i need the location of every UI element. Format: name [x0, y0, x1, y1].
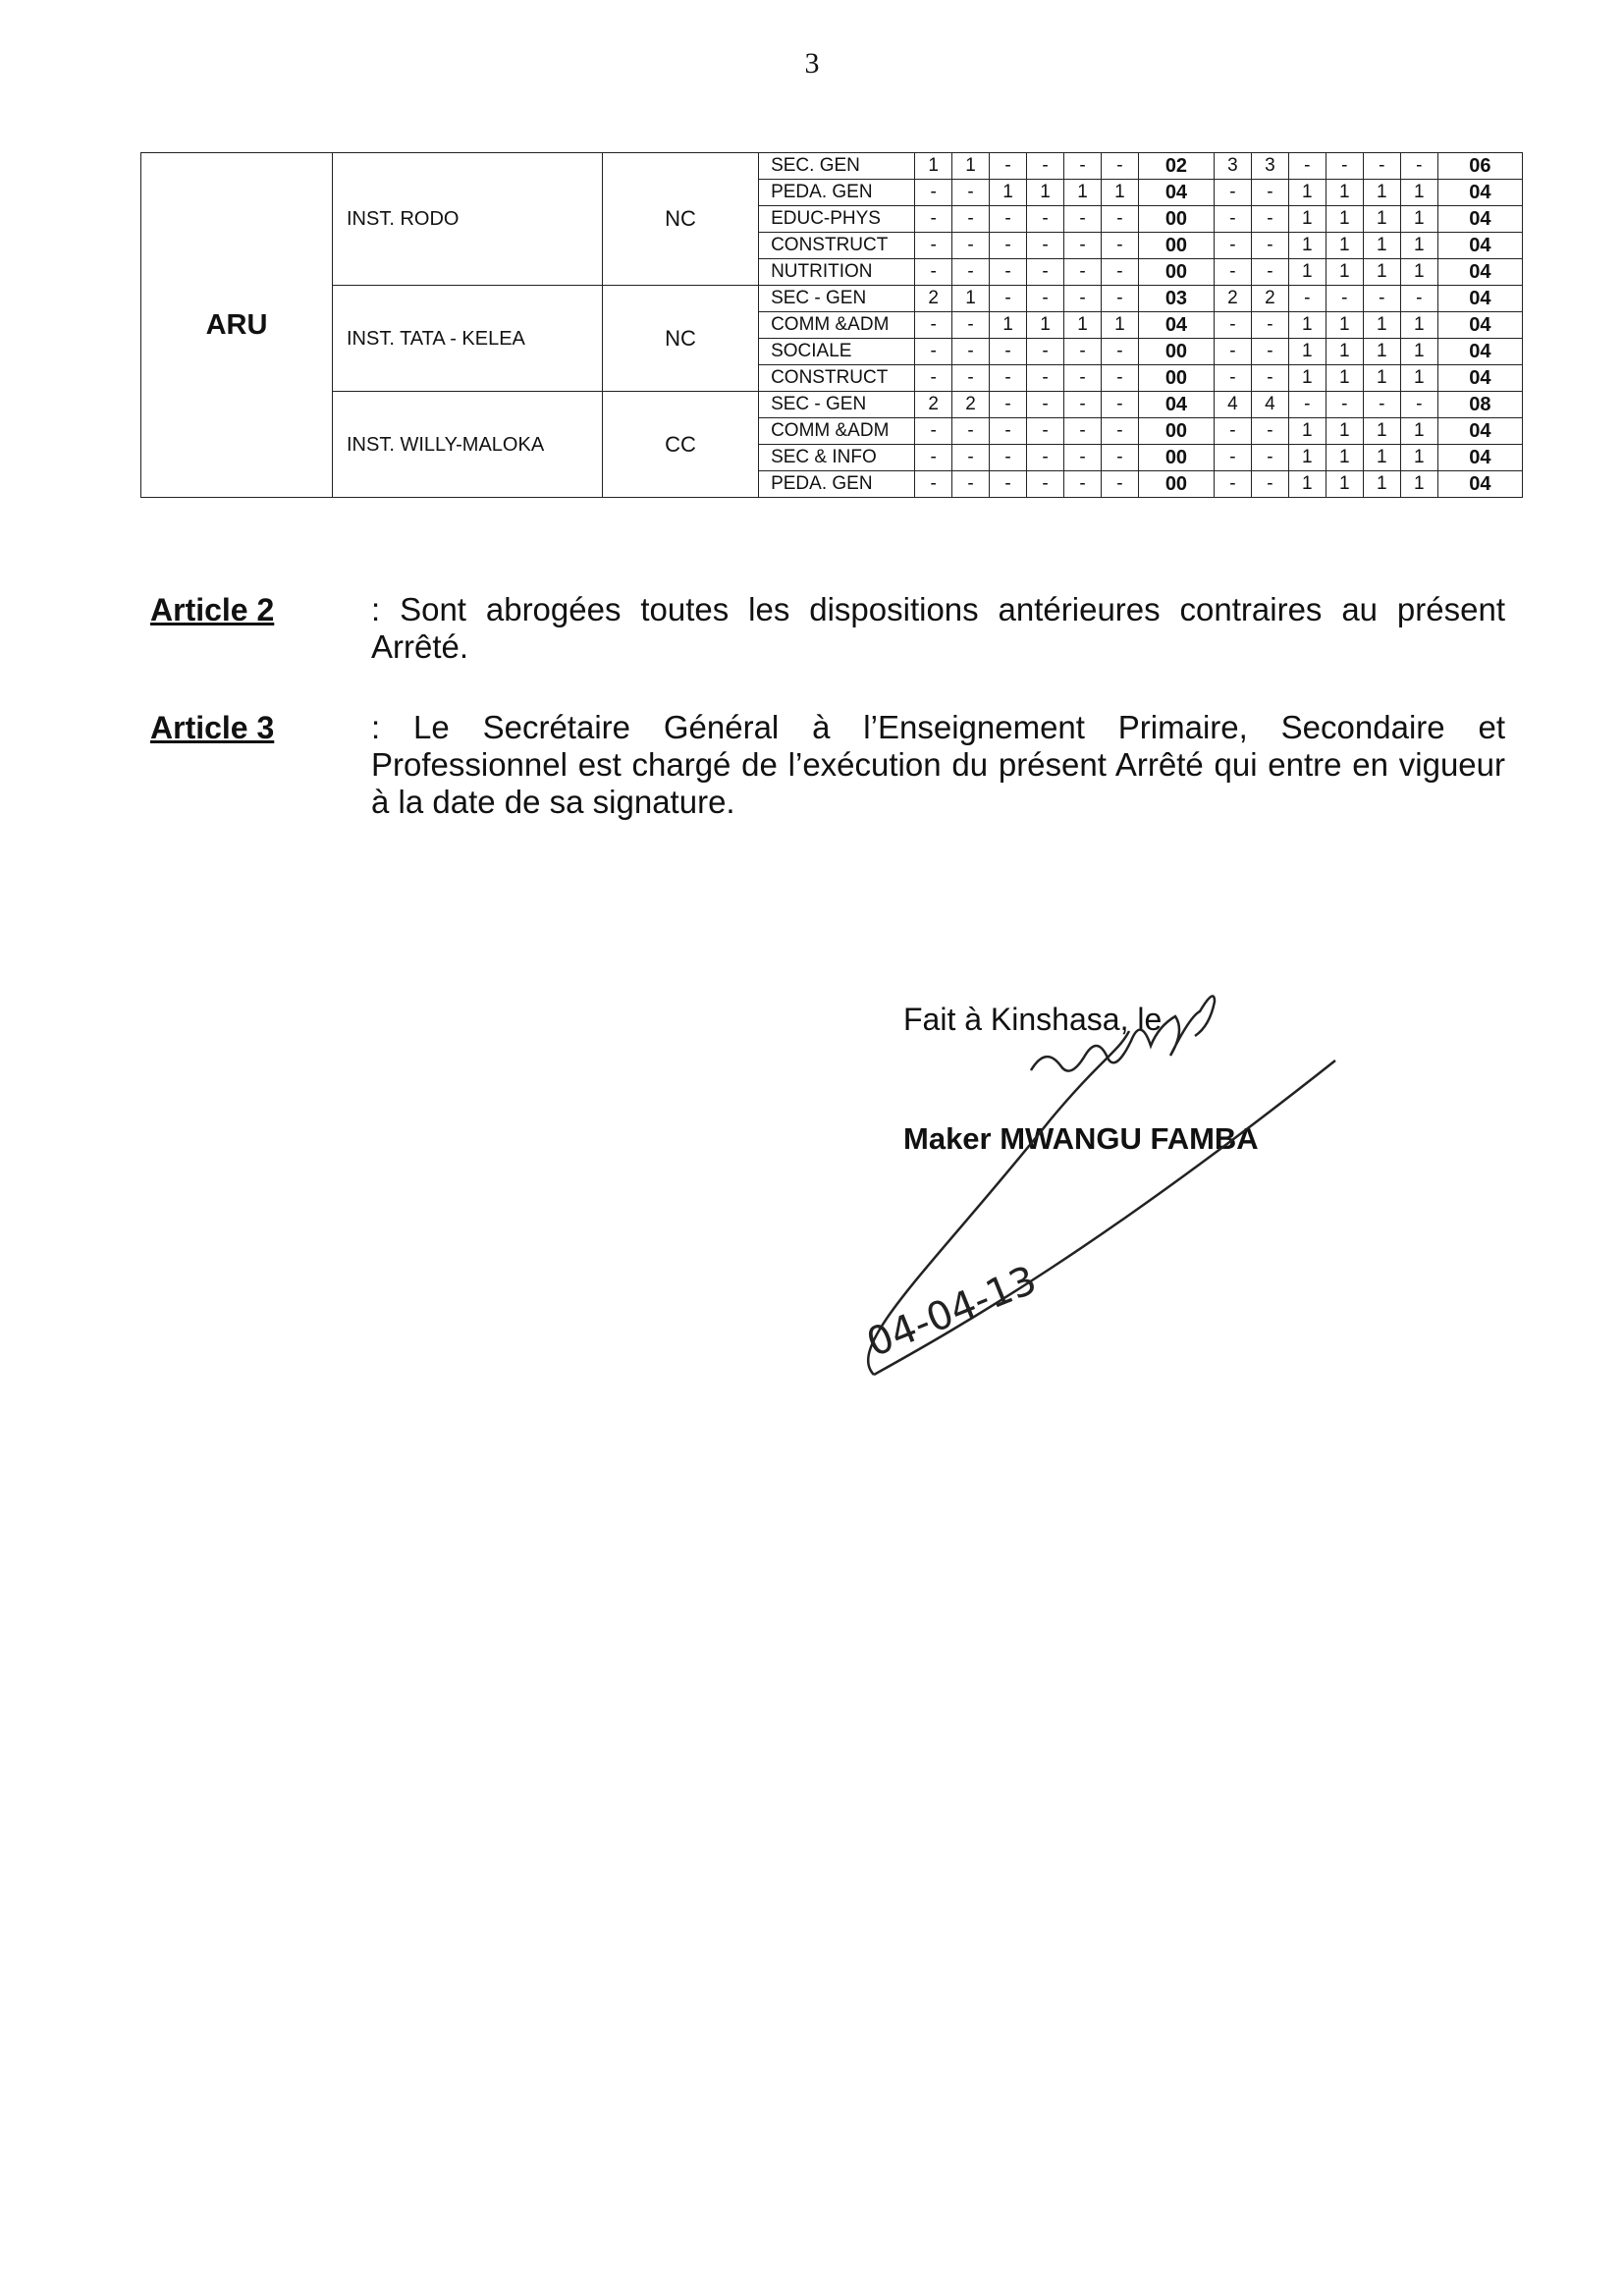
count-cell: - [1251, 180, 1288, 206]
count-cell: 1 [1288, 312, 1326, 339]
count-cell: - [990, 471, 1027, 498]
count-cell: 1 [1400, 233, 1437, 259]
article-3-text: : Le Secrétaire Général à l’Enseignement Primaire, Secondaire et Professionnel est chargé de l’exécution du présent Arrêté qui entre en vigueur à la date de sa signature. [371, 709, 1505, 820]
count-cell: 1 [1288, 445, 1326, 471]
count-cell: 3 [1214, 153, 1251, 180]
count-cell: - [1064, 153, 1102, 180]
count-cell: - [952, 471, 990, 498]
count-cell: - [915, 180, 952, 206]
count-cell: - [1064, 445, 1102, 471]
count-cell: - [1400, 286, 1437, 312]
count-cell: 4 [1214, 392, 1251, 418]
total-cell: 04 [1437, 339, 1522, 365]
count-cell: 1 [1288, 471, 1326, 498]
total-cell: 04 [1437, 286, 1522, 312]
count-cell: 1 [1400, 365, 1437, 392]
school-name-cell: INST. TATA - KELEA [332, 286, 602, 392]
count-cell: - [990, 259, 1027, 286]
count-cell: 3 [1251, 153, 1288, 180]
count-cell: - [1101, 286, 1138, 312]
count-cell: 1 [1027, 312, 1064, 339]
count-cell: 1 [1400, 206, 1437, 233]
count-cell: - [1214, 418, 1251, 445]
count-cell: 1 [1363, 418, 1400, 445]
count-cell: - [990, 418, 1027, 445]
count-cell: 1 [1288, 206, 1326, 233]
count-cell: 1 [1363, 445, 1400, 471]
count-cell: - [1214, 471, 1251, 498]
count-cell: - [952, 233, 990, 259]
count-cell: - [1214, 206, 1251, 233]
count-cell: - [990, 445, 1027, 471]
count-cell: - [1251, 259, 1288, 286]
count-cell: 2 [952, 392, 990, 418]
total-cell: 03 [1138, 286, 1214, 312]
total-cell: 00 [1138, 259, 1214, 286]
count-cell: - [990, 392, 1027, 418]
count-cell: - [1214, 259, 1251, 286]
school-name-cell: INST. RODO [332, 153, 602, 286]
count-cell: 1 [990, 180, 1027, 206]
count-cell: 1 [1064, 312, 1102, 339]
count-cell: 1 [1027, 180, 1064, 206]
total-cell: 04 [1138, 312, 1214, 339]
count-cell: 1 [1363, 259, 1400, 286]
count-cell: 1 [1400, 445, 1437, 471]
section-cell: SEC. GEN [759, 153, 915, 180]
count-cell: 2 [1251, 286, 1288, 312]
count-cell: - [1326, 153, 1363, 180]
count-cell: 1 [1326, 365, 1363, 392]
count-cell: - [915, 259, 952, 286]
count-cell: - [1400, 153, 1437, 180]
count-cell: - [952, 418, 990, 445]
count-cell: - [1326, 392, 1363, 418]
count-cell: - [1027, 365, 1064, 392]
handwritten-date: 04-04-13 [860, 1257, 1044, 1367]
count-cell: - [1027, 471, 1064, 498]
region-cell: ARU [141, 153, 333, 498]
total-cell: 04 [1437, 259, 1522, 286]
count-cell: - [952, 312, 990, 339]
count-cell: - [1251, 445, 1288, 471]
count-cell: 1 [1363, 206, 1400, 233]
count-cell: - [990, 153, 1027, 180]
count-cell: 1 [1064, 180, 1102, 206]
total-cell: 00 [1138, 471, 1214, 498]
count-cell: - [1363, 392, 1400, 418]
total-cell: 04 [1437, 206, 1522, 233]
count-cell: - [915, 418, 952, 445]
count-cell: - [1101, 339, 1138, 365]
count-cell: - [952, 259, 990, 286]
count-cell: - [1214, 339, 1251, 365]
count-cell: - [1400, 392, 1437, 418]
count-cell: - [1064, 365, 1102, 392]
count-cell: - [1064, 471, 1102, 498]
count-cell: - [1064, 259, 1102, 286]
total-cell: 00 [1138, 418, 1214, 445]
count-cell: - [1101, 206, 1138, 233]
count-cell: - [990, 365, 1027, 392]
count-cell: - [1101, 445, 1138, 471]
count-cell: - [1288, 153, 1326, 180]
section-cell: SEC & INFO [759, 445, 915, 471]
count-cell: 1 [1400, 180, 1437, 206]
count-cell: - [952, 445, 990, 471]
table-row [141, 153, 1523, 180]
count-cell: 1 [1326, 471, 1363, 498]
count-cell: - [1027, 206, 1064, 233]
count-cell: - [952, 206, 990, 233]
count-cell: - [990, 339, 1027, 365]
section-cell: CONSTRUCT [759, 365, 915, 392]
count-cell: 1 [1400, 418, 1437, 445]
count-cell: - [1027, 418, 1064, 445]
count-cell: 1 [1400, 339, 1437, 365]
count-cell: 1 [1288, 339, 1326, 365]
total-cell: 04 [1138, 392, 1214, 418]
count-cell: 1 [1326, 180, 1363, 206]
count-cell: - [1064, 418, 1102, 445]
total-cell: 04 [1437, 418, 1522, 445]
school-status-cell: NC [603, 286, 759, 392]
count-cell: 1 [1288, 180, 1326, 206]
count-cell: 1 [915, 153, 952, 180]
count-cell: - [1251, 206, 1288, 233]
count-cell: 1 [1288, 259, 1326, 286]
article-3-label: Article 3 [150, 710, 275, 745]
count-cell: - [1251, 365, 1288, 392]
count-cell: 2 [915, 286, 952, 312]
school-name-cell: INST. WILLY-MALOKA [332, 392, 602, 498]
total-cell: 00 [1138, 206, 1214, 233]
total-cell: 02 [1138, 153, 1214, 180]
count-cell: - [1064, 286, 1102, 312]
section-cell: PEDA. GEN [759, 471, 915, 498]
count-cell: - [1251, 312, 1288, 339]
total-cell: 00 [1138, 445, 1214, 471]
total-cell: 06 [1437, 153, 1522, 180]
count-cell: - [1064, 392, 1102, 418]
count-cell: - [1326, 286, 1363, 312]
signatory-name: Maker MWANGU FAMBA [903, 1121, 1259, 1156]
count-cell: - [1101, 471, 1138, 498]
total-cell: 00 [1138, 365, 1214, 392]
allocation-table [140, 152, 1523, 498]
count-cell: - [1064, 339, 1102, 365]
count-cell: 1 [1326, 339, 1363, 365]
section-cell: COMM &ADM [759, 312, 915, 339]
total-cell: 04 [1437, 312, 1522, 339]
count-cell: - [1027, 153, 1064, 180]
count-cell: - [1101, 233, 1138, 259]
count-cell: 1 [1326, 418, 1363, 445]
total-cell: 04 [1437, 365, 1522, 392]
place-date-line: Fait à Kinshasa, le [903, 1002, 1163, 1037]
count-cell: - [915, 445, 952, 471]
count-cell: 1 [1326, 206, 1363, 233]
count-cell: - [1101, 392, 1138, 418]
count-cell: 1 [1101, 180, 1138, 206]
count-cell: 1 [1400, 312, 1437, 339]
count-cell: - [1101, 259, 1138, 286]
count-cell: - [1101, 418, 1138, 445]
count-cell: - [1251, 233, 1288, 259]
total-cell: 04 [1437, 445, 1522, 471]
count-cell: - [1288, 286, 1326, 312]
count-cell: - [1027, 392, 1064, 418]
total-cell: 04 [1138, 180, 1214, 206]
count-cell: - [1064, 233, 1102, 259]
count-cell: 1 [1326, 312, 1363, 339]
count-cell: 1 [1288, 233, 1326, 259]
count-cell: - [1027, 259, 1064, 286]
count-cell: - [1214, 312, 1251, 339]
count-cell: - [915, 312, 952, 339]
section-cell: COMM &ADM [759, 418, 915, 445]
count-cell: - [1027, 286, 1064, 312]
handwritten-signature [805, 972, 1355, 1394]
count-cell: - [1027, 339, 1064, 365]
article-2-text: : Sont abrogées toutes les dispositions antérieures contraires au présent Arrêté. [371, 591, 1505, 665]
count-cell: - [1363, 153, 1400, 180]
count-cell: 1 [1101, 312, 1138, 339]
count-cell: - [990, 206, 1027, 233]
count-cell: 1 [1326, 233, 1363, 259]
count-cell: - [952, 365, 990, 392]
count-cell: - [990, 233, 1027, 259]
count-cell: - [1214, 365, 1251, 392]
table-row [141, 286, 1523, 312]
school-status-cell: CC [603, 392, 759, 498]
count-cell: - [952, 339, 990, 365]
count-cell: - [1214, 233, 1251, 259]
count-cell: 1 [990, 312, 1027, 339]
count-cell: 1 [952, 153, 990, 180]
total-cell: 04 [1437, 180, 1522, 206]
count-cell: 1 [1400, 259, 1437, 286]
count-cell: - [1251, 339, 1288, 365]
total-cell: 00 [1138, 339, 1214, 365]
count-cell: 1 [1400, 471, 1437, 498]
table-row [141, 392, 1523, 418]
count-cell: 1 [1363, 312, 1400, 339]
count-cell: 2 [915, 392, 952, 418]
total-cell: 00 [1138, 233, 1214, 259]
article-2-label: Article 2 [150, 592, 275, 627]
count-cell: - [1288, 392, 1326, 418]
count-cell: 1 [1326, 445, 1363, 471]
count-cell: 1 [1363, 339, 1400, 365]
count-cell: - [990, 286, 1027, 312]
count-cell: 1 [1288, 418, 1326, 445]
count-cell: 1 [1363, 365, 1400, 392]
section-cell: SOCIALE [759, 339, 915, 365]
count-cell: 4 [1251, 392, 1288, 418]
count-cell: 2 [1214, 286, 1251, 312]
count-cell: - [1027, 445, 1064, 471]
count-cell: - [915, 365, 952, 392]
count-cell: - [1064, 206, 1102, 233]
section-cell: EDUC-PHYS [759, 206, 915, 233]
total-cell: 04 [1437, 233, 1522, 259]
count-cell: - [1251, 471, 1288, 498]
count-cell: - [952, 180, 990, 206]
school-status-cell: NC [603, 153, 759, 286]
count-cell: - [1251, 418, 1288, 445]
count-cell: - [915, 233, 952, 259]
section-cell: NUTRITION [759, 259, 915, 286]
count-cell: - [1101, 365, 1138, 392]
total-cell: 04 [1437, 471, 1522, 498]
section-cell: SEC - GEN [759, 392, 915, 418]
count-cell: - [915, 339, 952, 365]
count-cell: - [915, 471, 952, 498]
count-cell: 1 [1326, 259, 1363, 286]
count-cell: 1 [1363, 180, 1400, 206]
section-cell: PEDA. GEN [759, 180, 915, 206]
count-cell: 1 [1288, 365, 1326, 392]
count-cell: - [1363, 286, 1400, 312]
count-cell: 1 [1363, 471, 1400, 498]
count-cell: - [1101, 153, 1138, 180]
count-cell: - [915, 206, 952, 233]
section-cell: SEC - GEN [759, 286, 915, 312]
count-cell: - [1214, 445, 1251, 471]
page-number: 3 [804, 47, 820, 80]
section-cell: CONSTRUCT [759, 233, 915, 259]
count-cell: 1 [1363, 233, 1400, 259]
count-cell: - [1027, 233, 1064, 259]
count-cell: - [1214, 180, 1251, 206]
count-cell: 1 [952, 286, 990, 312]
total-cell: 08 [1437, 392, 1522, 418]
